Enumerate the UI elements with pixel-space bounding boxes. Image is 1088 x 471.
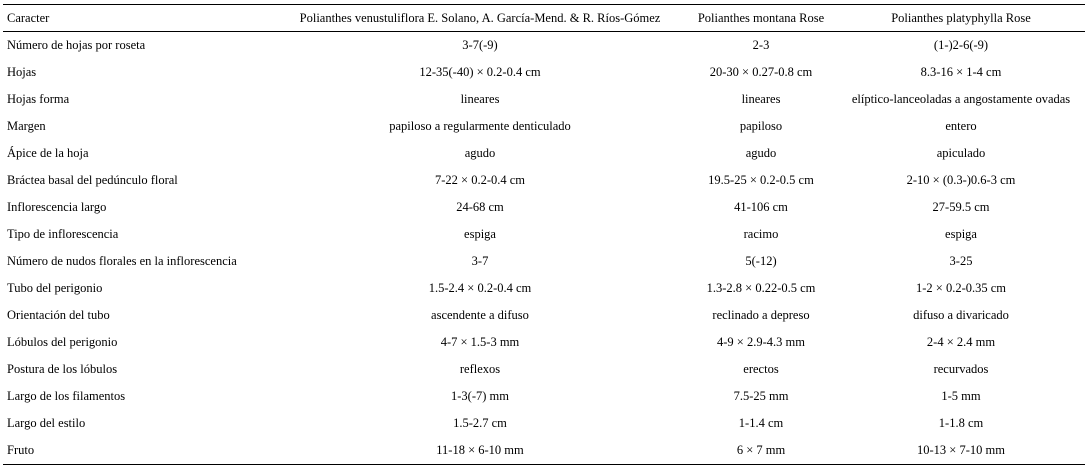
character-cell: Margen bbox=[7, 119, 46, 133]
montana-cell: 41-106 cm bbox=[734, 200, 788, 214]
venustuliflora-cell: papiloso a regularmente denticulado bbox=[389, 119, 571, 133]
platyphylla-cell: difuso a divaricado bbox=[913, 308, 1009, 322]
character-cell: Lóbulos del perigonio bbox=[7, 335, 118, 349]
header-montana: Polianthes montana Rose bbox=[685, 5, 837, 32]
montana-cell: racimo bbox=[743, 227, 779, 241]
venustuliflora-cell: reflexos bbox=[459, 362, 501, 376]
venustuliflora-cell: 1.5-2.4 × 0.2-0.4 cm bbox=[428, 281, 532, 295]
character-cell: Postura de los lóbulos bbox=[7, 362, 118, 376]
table-row bbox=[3, 329, 1085, 356]
header-venustuliflora: Polianthes venustuliflora E. Solano, A. García-Mend. & R. Ríos-Gómez bbox=[275, 5, 685, 32]
platyphylla-cell: recurvados bbox=[933, 362, 989, 376]
venustuliflora-cell: 4-7 × 1.5-3 mm bbox=[440, 335, 520, 349]
venustuliflora-cell: espiga bbox=[464, 227, 496, 241]
montana-cell: 2-3 bbox=[752, 38, 770, 52]
montana-cell: erectos bbox=[743, 362, 779, 376]
table-row bbox=[3, 113, 1085, 140]
table-row bbox=[3, 59, 1085, 86]
character-cell: Ápice de la hoja bbox=[7, 146, 89, 160]
character-cell: Fruto bbox=[3, 437, 275, 465]
header-row bbox=[3, 5, 1085, 32]
platyphylla-cell: 2-4 × 2.4 mm bbox=[926, 335, 996, 349]
table-row bbox=[3, 194, 1085, 221]
montana-cell: 1-1.4 cm bbox=[738, 416, 784, 430]
table-row bbox=[3, 248, 1085, 275]
montana-cell: 4-9 × 2.9-4.3 mm bbox=[717, 335, 805, 349]
character-cell: Inflorescencia largo bbox=[7, 200, 107, 214]
venustuliflora-cell: 1.5-2.7 cm bbox=[453, 416, 507, 430]
table-row bbox=[3, 437, 1085, 465]
montana-cell: lineares bbox=[741, 92, 781, 106]
character-cell: Bráctea basal del pedúnculo floral bbox=[7, 173, 178, 187]
character-cell: Largo de los filamentos bbox=[7, 389, 126, 403]
venustuliflora-cell: 7-22 × 0.2-0.4 cm bbox=[434, 173, 526, 187]
character-cell: Orientación del tubo bbox=[7, 308, 110, 322]
table-header bbox=[3, 5, 1085, 32]
platyphylla-cell: 27-59.5 cm bbox=[932, 200, 990, 214]
character-cell: Tubo del perigonio bbox=[7, 281, 103, 295]
table-row bbox=[3, 383, 1085, 410]
character-cell: Tipo de inflorescencia bbox=[7, 227, 119, 241]
header-character: Caracter bbox=[3, 5, 275, 32]
venustuliflora-cell: agudo bbox=[464, 146, 496, 160]
comparison-table bbox=[3, 4, 1085, 465]
table-row bbox=[3, 32, 1085, 60]
character-cell: Número de hojas por roseta bbox=[7, 38, 146, 52]
montana-cell: 19.5-25 × 0.2-0.5 cm bbox=[708, 173, 814, 187]
platyphylla-cell: espiga bbox=[945, 227, 977, 241]
platyphylla-cell: 1-2 × 0.2-0.35 cm bbox=[915, 281, 1007, 295]
character-cell: Hojas forma bbox=[7, 92, 70, 106]
montana-cell: reclinado a depreso bbox=[712, 308, 810, 322]
platyphylla-cell: 3-25 bbox=[949, 254, 973, 268]
montana-cell: 6 × 7 mm bbox=[685, 437, 837, 465]
character-cell: Largo del estilo bbox=[7, 416, 86, 430]
platyphylla-cell: 10-13 × 7-10 mm bbox=[837, 437, 1085, 465]
table-row bbox=[3, 356, 1085, 383]
character-cell: Hojas bbox=[7, 65, 37, 79]
header-platyphylla: Polianthes platyphylla Rose bbox=[837, 5, 1085, 32]
platyphylla-cell: entero bbox=[945, 119, 977, 133]
table-row bbox=[3, 221, 1085, 248]
venustuliflora-cell: ascendente a difuso bbox=[431, 308, 529, 322]
table-row bbox=[3, 140, 1085, 167]
table-body bbox=[3, 32, 1085, 465]
venustuliflora-cell: 24-68 cm bbox=[456, 200, 504, 214]
venustuliflora-cell: 12-35(-40) × 0.2-0.4 cm bbox=[419, 65, 541, 79]
montana-cell: 1.3-2.8 × 0.22-0.5 cm bbox=[706, 281, 816, 295]
venustuliflora-cell: 3-7 bbox=[471, 254, 489, 268]
platyphylla-cell: 8.3-16 × 1-4 cm bbox=[920, 65, 1002, 79]
venustuliflora-cell: 11-18 × 6-10 mm bbox=[275, 437, 685, 465]
montana-cell: agudo bbox=[745, 146, 777, 160]
montana-cell: 20-30 × 0.27-0.8 cm bbox=[709, 65, 813, 79]
platyphylla-cell: 1-5 mm bbox=[941, 389, 981, 403]
platyphylla-cell: (1-)2-6(-9) bbox=[933, 38, 989, 52]
platyphylla-cell: elíptico-lanceoladas a angostamente ovadas bbox=[851, 92, 1071, 106]
montana-cell: 7.5-25 mm bbox=[733, 389, 789, 403]
table-row bbox=[3, 410, 1085, 437]
table-row bbox=[3, 275, 1085, 302]
character-cell: Número de nudos florales en la inflorescencia bbox=[7, 254, 237, 268]
venustuliflora-cell: 1-3(-7) mm bbox=[451, 389, 509, 403]
platyphylla-cell: 2-10 × (0.3-)0.6-3 cm bbox=[906, 173, 1016, 187]
venustuliflora-cell: 3-7(-9) bbox=[462, 38, 498, 52]
platyphylla-cell: 1-1.8 cm bbox=[938, 416, 984, 430]
table-row bbox=[3, 167, 1085, 194]
montana-cell: 5(-12) bbox=[745, 254, 777, 268]
table-row bbox=[3, 302, 1085, 329]
table-row bbox=[3, 86, 1085, 113]
venustuliflora-cell: lineares bbox=[460, 92, 500, 106]
montana-cell: papiloso bbox=[739, 119, 783, 133]
platyphylla-cell: apiculado bbox=[936, 146, 986, 160]
